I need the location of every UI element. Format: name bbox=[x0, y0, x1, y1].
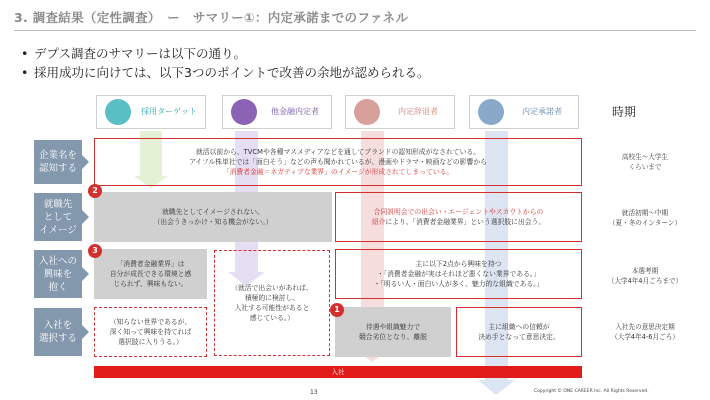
box-text: 決め手となって意思決定。 bbox=[478, 333, 560, 341]
person-avatar-icon bbox=[354, 99, 380, 125]
image-red-box bbox=[335, 192, 582, 242]
box-text-highlight: 合同説明会での出会い・エージェントやスカウトからの bbox=[373, 208, 544, 216]
box-text: （出会うきっかけ・知る機会がない。） bbox=[153, 218, 273, 226]
consideration-dashed-box bbox=[214, 250, 330, 356]
persona-card-other-finance bbox=[222, 95, 332, 129]
box-text: 感じている。） bbox=[249, 314, 295, 322]
box-text: じられず、興味もない。 bbox=[113, 280, 188, 288]
box-text-highlight: 「消費者金融＝ネガティブな業界」のイメージが形成されてしまっている。 bbox=[222, 168, 454, 176]
row-label-image bbox=[34, 193, 82, 241]
box-text: 自分が成長できる環境と感 bbox=[109, 270, 192, 278]
row-label-text: 入社への 興味を 抱く bbox=[38, 255, 77, 293]
choose-dashed-box bbox=[94, 307, 207, 357]
page-number: 13 bbox=[310, 389, 318, 396]
join-bar: 入社 bbox=[94, 366, 582, 378]
row-label-text: 企業名を 認知する bbox=[38, 150, 77, 174]
row-label-interest bbox=[34, 250, 82, 298]
box-text: 競合劣位となり、離脱 bbox=[359, 333, 427, 341]
improvement-badge: 3 bbox=[88, 244, 102, 258]
person-avatar-icon bbox=[105, 99, 131, 125]
box-text: 入社する可能性があると bbox=[234, 304, 310, 312]
box-text: 積極的に検討し、 bbox=[244, 294, 300, 302]
box-text: 主に組織への信頼が bbox=[488, 323, 550, 331]
page-title: 3. 調査結果（定性調査） ー サマリー①：内定承諾までのファネル bbox=[14, 10, 409, 25]
period-text: 就活初期〜中期 （夏・冬のインターン） bbox=[608, 209, 682, 227]
box-text: ・「消費者金融が実はそれほど悪くない業界である。」 bbox=[376, 270, 541, 278]
box-text: により、「消費者金融業界」という選択肢に出会う。 bbox=[385, 218, 546, 226]
improvement-badge: 1 bbox=[330, 303, 344, 317]
person-avatar-icon bbox=[478, 99, 504, 125]
interest-red-box bbox=[335, 249, 582, 299]
persona-label: 内定承諾者 bbox=[522, 107, 562, 116]
person-avatar-icon bbox=[231, 99, 257, 125]
bullet-item: • デプス調査のサマリーは以下の通り。 bbox=[34, 44, 429, 63]
awareness-box bbox=[94, 138, 582, 186]
persona-card-accepted bbox=[469, 95, 579, 129]
row-label-choose bbox=[34, 308, 82, 356]
image-gray-box bbox=[94, 192, 332, 242]
persona-card-recruit-target bbox=[96, 95, 206, 129]
row-label-text: 入社を 選択する bbox=[38, 320, 77, 344]
period-text: 入社先の意思決定期 （大学4年4-6月ごろ） bbox=[611, 323, 679, 341]
box-text: 深く知って興味を持てれば bbox=[109, 328, 192, 336]
period-header: 時期 bbox=[612, 105, 637, 119]
persona-label: 内定辞退者 bbox=[398, 107, 438, 116]
box-text: （知らない世界であるが、 bbox=[109, 318, 192, 326]
row-label-awareness bbox=[34, 140, 82, 184]
copyright: Copyright © ONE CAREER Inc. All Rights Reserved. bbox=[534, 389, 649, 394]
period-text: 本選考期 （大学4年4月ごろまで） bbox=[607, 267, 683, 285]
box-text: アイフル株単社では「面白そう」などの声も聞かれているが、漫画やドラマ・映画などの影響から bbox=[189, 158, 487, 166]
box-text: 選択肢に入りうる。） bbox=[118, 338, 183, 346]
box-text: 就活以前から、TVCMや各種マスメディアなどを通してブランドの認知形成がなされている。 bbox=[196, 148, 480, 156]
choose-red-box bbox=[456, 307, 582, 357]
persona-label: 他金融内定者 bbox=[271, 107, 319, 116]
improvement-badge: 2 bbox=[88, 184, 102, 198]
box-text: 待遇や組織魅力で bbox=[365, 323, 421, 331]
box-text: （就活で出会いがあれば、 bbox=[231, 284, 313, 292]
interest-gray-box bbox=[94, 249, 207, 299]
choose-gray-box bbox=[335, 307, 451, 357]
box-text: 「消費者金融業界」は bbox=[116, 260, 185, 268]
persona-label: 採用ターゲット bbox=[141, 107, 197, 116]
period-text: 高校生〜大学生 くらいまで bbox=[621, 153, 669, 171]
persona-card-declined bbox=[345, 95, 455, 129]
box-text: 就職先としてイメージされない。 bbox=[162, 208, 264, 216]
row-label-text: 就職先 として イメージ bbox=[39, 198, 77, 236]
bullet-item: • 採用成功に向けては、以下3つのポイントで改善の余地が認められる。 bbox=[34, 63, 429, 82]
box-text: ・「明るい人・面白い人が多く、魅力的な組織である。」 bbox=[373, 280, 544, 288]
box-text-highlight: 紹介 bbox=[371, 218, 386, 226]
box-text: 主に以下2点から興味を持つ bbox=[415, 260, 502, 268]
